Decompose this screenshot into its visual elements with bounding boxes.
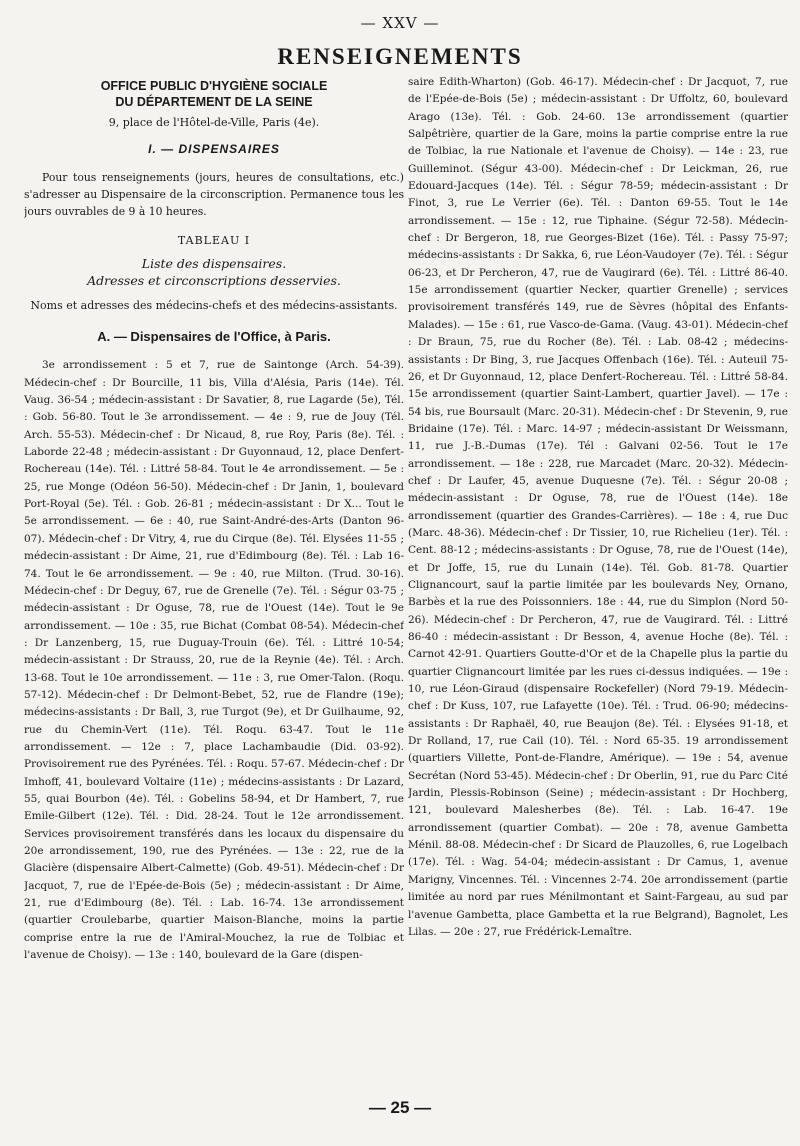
right-column bbox=[408, 74, 788, 1084]
right-body-text: saire Edith-Wharton) (Gob. 46-17). Médecin-chef : Dr Jacquot, 7, rue de l'Epée-de-Bois (5e) ; médecin-assistant : Dr Uffoltz, 60, boulevard Arago (13e). Tél. : Gob. 24-60. 13e arrondissement (quartier Salpêtrière, quartier de la Gare, moins la partie comprise entre la rue de Tolbiac, la rue Nationale et l'avenue de Choisy). — 14e : 23, rue Guilleminot. (Ségur 43-00). Médecin-chef : Dr Leickman, 26, rue Edouard-Jacques (14e). Tél. : Ségur 78-59; médecin-assistant : Dr Finot, 3, rue Le Verrier (6e). Tél. : Danton 69-55. Tout le 14e arrondissement. — 15e : 12, rue Tiphaine. (Ségur 72-58). Médecin-chef : Dr Bergeron, 18, rue Georges-Bizet (16e). Tél. : Passy 75-97; médecins-assistants : Dr Sakka, 6, rue Léon-Vaudoyer (7e). Tél. : Ségur 06-23, et Dr Percheron, 47, rue de Vaugirard (6e). Tél. : Littré 86-40. 15e arrondissement (quartier Necker, quartier Grenelle) ; services provisoirement transférés 149, rue de Sèvres (hôpital des Enfants-Malades). — 15e : 61, rue Vasco-de-Gama. (Vaug. 43-01). Médecin-chef : Dr Braun, 75, rue du Rocher (8e). Tél. : Lab. 08-42 ; médecins-assistants : Dr Bing, 3, rue Jacques Offenbach (16e). Tél. : Auteuil 75-26, et Dr Guyonnaud, 12, place Denfert-Rochereau. Tél. : Littré 58-84. 15e arrondissement (quartier Saint-Lambert, quartier Javel). — 17e : 54 bis, rue Boursault (Marc. 20-31). Médecin-chef : Dr Stevenin, 9, rue Bridaine (17e). Tél. : Marc. 14-97 ; médecin-assistant Dr Weissmann, 11, rue J.-B.-Dumas (17e). Tél : Galvani 02-56. Tout le 17e arrondissement. — 18e : 228, rue Marcadet (Marc. 20-32). Médecin-chef : Dr Laufer, 45, avenue Duquesne (7e). Tél. : Ségur 20-08 ; médecin-assistant : Dr Oguse, 78, rue de l'Ouest (14e). 18e arrondissement (quartier des Grandes-Carrières). — 18e : 4, rue Duc (Marc. 48-36). Médecin-chef : Dr Tissier, 10, rue Richelieu (1er). Tél. : Cent. 88-12 ; médecins-assistants : Dr Oguse, 78, rue de l'Ouest (14e), et Dr Joffe, 15, rue du Lunain (14e). Tél. Gob. 81-78. Quartier Clignancourt, sauf la partie limitée par les boulevards Ney, Ornano, Barbès et la rue des Poissonniers. 18e : 44, rue du Simplon (Nord 50-26). Médecin-chef : Dr Percheron, 47, rue de Vaugirard. Tél. : Littré 86-40 : médecin-assistant : Dr Besson, 4, avenue Hoche (8e). Tél. : Carnot 42-91. Quartiers Goutte-d'Or et de la Chapelle plus la partie du quartier Clignancourt limitée par les rues ci-dessus indiquées. — 19e : 10, rue Léon-Giraud (dispensaire Rockefeller) (Nord 79-19. Médecin-chef : Dr Kuss, 107, rue Lafayette (10e). Tél. : Trud. 06-90; médecins-assistants : Dr Raphaël, 40, rue Beaujon (8e). Tél. : Elysées 91-18, et Dr Rolland, 17, rue Cail (10). Tél. : Nord 65-35. 19 arrondissement (quartiers Villette, Pont-de-Flandre, Amérique). — 19e : 54, avenue Secrétan (Nord 53-45). Médecin-chef : Dr Oberlin, 91, rue du Parc Cité Jardin, Plessis-Robinson (Seine) ; médecin-assistant : Dr Hochberg, 121, boulevard Malesherbes (8e). Tél. : Lab. 16-47. 19e arrondissement (quartier Combat). — 20e : 78, avenue Gambetta Ménil. 88-08. Médecin-chef : Dr Sicard de Plauzolles, 6, rue Logelbach (17e). Tél. : Wag. 54-04; médecin-assistant : Dr Camus, 1, avenue Marigny, Vincennes. Tél. : Vincennes 2-74. 20e arrondissement (partie limitée au nord par rues Ménilmontant et Saint-Fargeau, au sud par l'avenue Gambetta, place Gambetta et la rue Belgrand), Bagnolet, Les Lilas. — 20e : 27, rue Frédérick-Lemaître. bbox=[408, 76, 788, 938]
list-title: Liste des dispensaires. bbox=[141, 256, 287, 272]
page-header: — XXV — bbox=[360, 14, 440, 32]
office-name-line1: OFFICE PUBLIC D'HYGIÈNE SOCIALE bbox=[100, 79, 328, 93]
list-subtitle: Adresses et circonscriptions desservies. bbox=[87, 273, 341, 289]
page-number: — 25 — bbox=[368, 1098, 432, 1117]
main-title: RENSEIGNEMENTS bbox=[277, 44, 523, 69]
intro-paragraph: Pour tous renseignements (jours, heures de consultations, etc.) s'adresser au Dispensaire de la circonscription. Permanence tous les jours ouvrables de 9 à 10 heures. bbox=[24, 170, 404, 218]
office-address: 9, place de l'Hôtel-de-Ville, Paris (4e). bbox=[108, 116, 320, 129]
table-label: TABLEAU I bbox=[177, 233, 251, 247]
office-name-line2: DU DÉPARTEMENT DE LA SEINE bbox=[115, 95, 313, 109]
left-body-text: 3e arrondissement : 5 et 7, rue de Saintonge (Arch. 54-39). Médecin-chef : Dr Bourcille, 11 bis, Villa d'Alésia, Paris (14e). Tél. Vaug. 36-54 ; médecin-assistant : Dr Savatier, 8, rue Lagarde (5e), Tél. : Gob. 56-80. Tout le 3e arrondissement. — 4e : 9, rue de Jouy (Tél. Arch. 55-53). Médecin-chef : Dr Nicaud, 8, rue Roy, Paris (8e). Tél. : Laborde 22-48 ; médecin-assistant : Dr Guyonnaud, 12, place Denfert-Rochereau (14e). Tél. : Littré 58-84. Tout le 4e arrondissement. — 5e : 25, rue Monge (Odéon 56-50). Médecin-chef : Dr Janin, 1, boulevard Port-Royal (5e). Tél. : Gob. 26-81 ; médecin-assistant : Dr X... Tout le 5e arrondissement. — 6e : 40, rue Saint-André-des-Arts (Danton 96-07). Médecin-chef : Dr Vitry, 4, rue du Cirque (8e). Tél. Elysées 11-55 ; médecin-assistant : Dr Aime, 21, rue d'Edimbourg (8e). Tél. : Lab 16-74. Tout le 6e arrondissement. — 9e : 40, rue Milton. (Trud. 30-16). Médecin-chef : Dr Deguy, 67, rue de Grenelle (7e). Tél. : Ségur 03-75 ; médecin-assistant : Dr Oguse, 78, rue de l'Ouest (14e). Tout le 9e arrondissement. — 10e : 35, rue Bichat (Combat 08-54). Médecin-chef : Dr Lanzenberg, 15, rue Duguay-Trouin (6e). Tél. : Littré 10-54; médecin-assistant : Dr Strauss, 20, rue de la Reynie (4e). Tél. : Arch. 13-68. Tout le 10e arrondissement. — 11e : 3, rue Omer-Talon. (Roqu. 57-12). Médecin-chef : Dr Delmont-Bebet, 52, rue de Flandre (19e); médecins-assistants : Dr Ball, 3, rue Turgot (9e), et Dr Guilhaume, 92, rue du Chemin-Vert (11e). Tél. Roqu. 63-47. Tout le 11e arrondissement. — 12e : 7, place Lachambaudie (Did. 03-92). Provisoirement rue des Pyrénées. Tél. : Roqu. 57-67. Médecin-chef : Dr Imhoff, 41, boulevard Voltaire (11e) ; médecins-assistants : Dr Lazard, 55, quai Bourbon (4e). Tél. : Gobelins 58-94, et Dr Hambert, 7, rue Emile-Gilbert (12e). Tél. : Did. 28-24. Tout le 12e arrondissement. Services provisoirement transférés dans les locaux du dispensaire du 20e arrondissement, 190, rue des Pyrénées. — 13e : 22, rue de la Glacière (dispensaire Albert-Calmette) (Gob. 49-51). Médecin-chef : Dr Jacquot, 7, rue de l'Epée-de-Bois (5e) ; médecin-assistant : Dr Aime, 21, rue d'Edimbourg (8e). Tél. : Lab. 16-74. 13e arrondissement (quartier Croulebarbe, quartier Maison-Blanche, moins la partie comprise entre la rue de l'Amiral-Mouchez, la rue de Tolbiac et l'avenue de Choisy). — 13e : 140, boulevard de la Gare (dispen- bbox=[24, 359, 404, 962]
subsection-heading: A. — Dispensaires de l'Office, à Paris. bbox=[97, 329, 331, 345]
left-column bbox=[24, 78, 404, 1088]
names-note: Noms et adresses des médecins-chefs et des médecins-assistants. bbox=[30, 299, 398, 313]
section-heading: I. — DISPENSAIRES bbox=[148, 142, 280, 157]
